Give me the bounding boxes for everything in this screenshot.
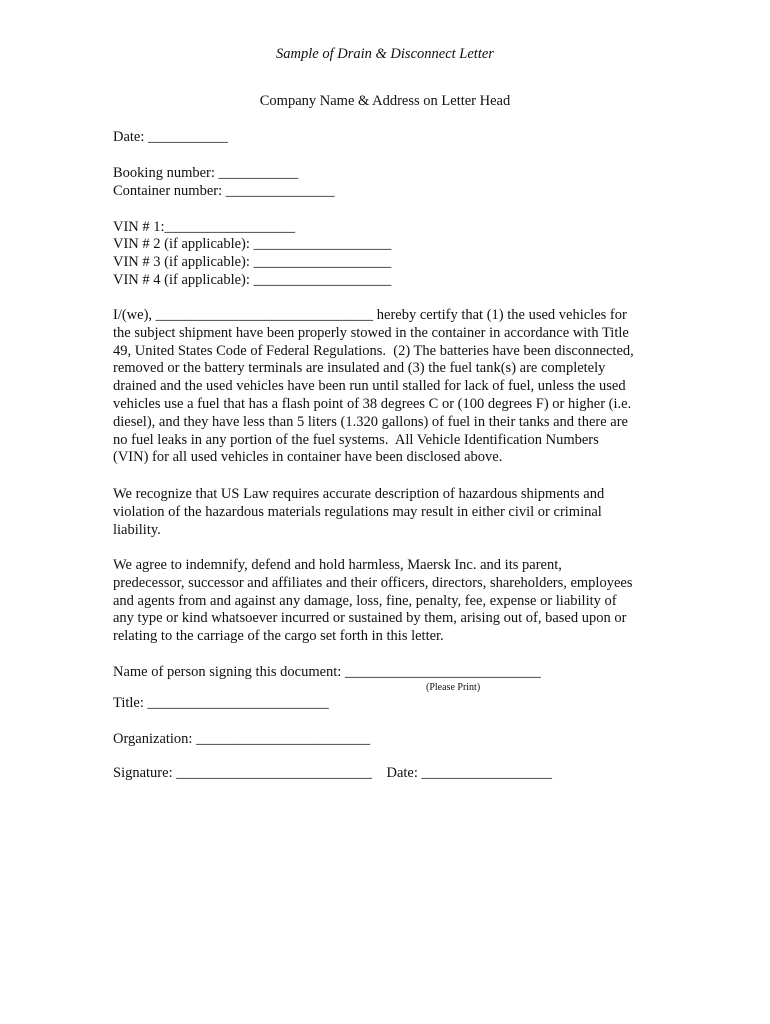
paragraph-line: predecessor, successor and affiliates and their officers, directors, shareholders, employees	[113, 574, 633, 591]
vin-1-line: VIN # 1:__________________	[113, 219, 296, 235]
paragraph-line: relating to the carriage of the cargo set forth in this letter.	[113, 628, 444, 645]
paragraph-line: We recognize that US Law requires accurate description of hazardous shipments and	[113, 486, 605, 502]
signer-title-line: Title: _________________________	[113, 695, 329, 711]
certification-paragraph	[113, 307, 663, 467]
paragraph-line: 49, United States Code of Federal Regulations. (2) The batteries have been disconnected,	[113, 342, 634, 359]
organization-line: Organization: ________________________	[113, 731, 371, 747]
paragraph-line: drained and the used vehicles have been run until stalled for lack of fuel, unless the used	[113, 378, 626, 395]
vin-4-line: VIN # 4 (if applicable): ___________________	[113, 272, 392, 288]
paragraph-line: violation of the hazardous materials regulations may result in either civil or criminal	[113, 503, 602, 520]
letterhead-placeholder: Company Name & Address on Letter Head	[259, 93, 511, 109]
paragraph-line: any type or kind whatsoever incurred or sustained by them, arising out of, based upon or	[113, 610, 627, 627]
vin-2-line: VIN # 2 (if applicable): ___________________	[113, 236, 392, 252]
paragraph-line: and agents from and against any damage, loss, fine, penalty, fee, expense or liability of	[113, 592, 617, 609]
paragraph-line: We agree to indemnify, defend and hold harmless, Maersk Inc. and its parent,	[113, 557, 562, 573]
date-field-line: Date: ___________	[113, 129, 228, 145]
document-title: Sample of Drain & Disconnect Letter	[276, 46, 494, 62]
paragraph-line: removed or the battery terminals are insulated and (3) the fuel tank(s) are completely	[113, 360, 606, 377]
signer-name-line: Name of person signing this document: ___________________________	[113, 664, 541, 680]
paragraph-line: vehicles use a fuel that has a flash point of 38 degrees C or (100 degrees F) or higher (i.e.	[113, 395, 632, 412]
please-print-note: (Please Print)	[426, 682, 481, 693]
paragraph-line: I/(we), ______________________________ hereby certify that (1) the used vehicles for	[113, 307, 627, 323]
booking-number-line: Booking number: ___________	[113, 165, 299, 181]
us-law-paragraph	[113, 486, 663, 539]
paragraph-line: no fuel leaks in any portion of the fuel systems. All Vehicle Identification Numbers	[113, 431, 599, 448]
paragraph-line: the subject shipment have been properly stowed in the container in accordance with Title	[113, 324, 629, 341]
signature-date-line: Signature: ___________________________ Date: __________________	[113, 765, 553, 781]
paragraph-line: liability.	[113, 521, 161, 538]
paragraph-line: (VIN) for all used vehicles in container have been disclosed above.	[113, 449, 503, 466]
vin-3-line: VIN # 3 (if applicable): ___________________	[113, 254, 392, 270]
container-number-line: Container number: _______________	[113, 183, 335, 199]
indemnify-paragraph	[113, 557, 663, 646]
paragraph-line: diesel), and they have less than 5 liters (1.320 gallons) of fuel in their tanks and there are	[113, 413, 628, 430]
